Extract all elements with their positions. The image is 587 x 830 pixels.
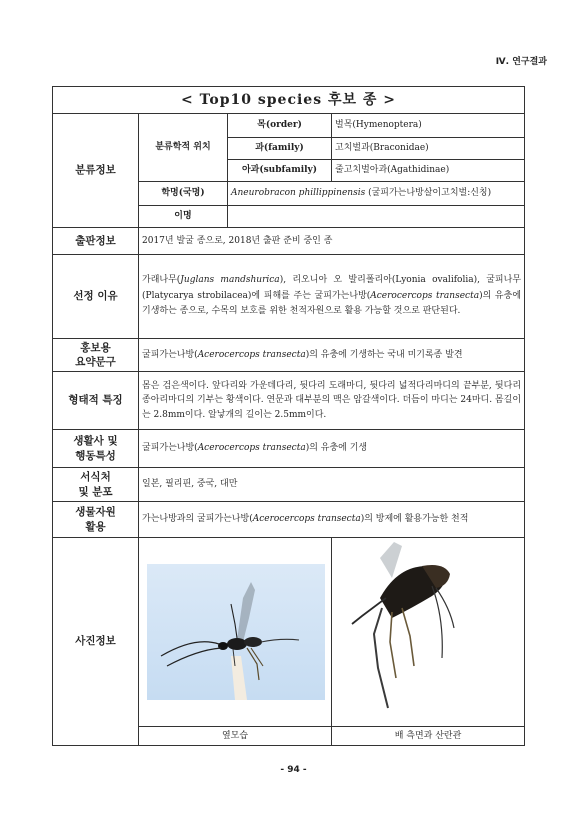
ecology-value (139, 430, 525, 468)
bioresource-text-1: 가는나방과의 굴피가는나방( (142, 514, 253, 525)
family-label: 과(family) (228, 138, 332, 160)
selection-text-3: )의 유충에 기생하는 종으로, 수목의 보호를 위한 천적자원으로 활용 가능할 것으로 판단된다. (142, 290, 522, 317)
bioresource-value (139, 502, 525, 538)
ecology-label (53, 430, 139, 468)
ecology-text-2: )의 유충에 기생 (305, 443, 368, 454)
promo-italic: Acerocercops transecta (197, 349, 306, 360)
promo-label (53, 339, 139, 372)
bioresource-label-line1: 생물자원 (75, 506, 116, 519)
promo-text-2: )의 유충에 기생하는 국내 미기록종 발견 (305, 349, 463, 360)
wasp-ovipositor-photo (332, 538, 518, 726)
selection-italic-1: Juglans mandshurica (180, 274, 280, 285)
selection-reason-value (139, 255, 525, 339)
wasp-lateral-photo (139, 538, 325, 726)
distribution-label (53, 468, 139, 502)
ecology-italic: Acerocercops transecta (197, 443, 306, 454)
scientific-name-italic: Aneurobracon phillippinensis (231, 188, 366, 199)
species-info-table (52, 86, 525, 746)
promo-label-line1: 홍보용 (80, 341, 111, 354)
photo-lateral-cell (139, 538, 332, 727)
ecology-label-line1: 생활사 및 (73, 435, 118, 448)
photo-caption-ovipositor: 배 측면과 산란관 (332, 727, 525, 746)
table-title: < Top10 species 후보 종 > (53, 87, 525, 114)
bioresource-label (53, 502, 139, 538)
synonym-value (228, 206, 525, 228)
taxonomic-position-label: 분류학적 위치 (139, 114, 228, 182)
bioresource-text-2: )의 방제에 활용가능한 천적 (360, 514, 469, 525)
bioresource-label-line2: 활용 (85, 520, 106, 533)
photo-ovipositor-cell (332, 538, 525, 727)
page-number: - 94 - (280, 765, 307, 775)
ecology-label-line2: 행동특성 (75, 449, 116, 462)
morphology-value: 몸은 검은색이다. 앞다리와 가운데다리, 뒷다리 도래마디, 뒷다리 넓적다리마디의 끝부분, 뒷다리 종아리마디의 기부는 황색이다. 연문과 대부분의 맥은 암갈색이다. 더듬이 마디는 24마디. 몸길이는 2.8mm이다. 알낳개의 길이는 2.5mm이다. (139, 372, 525, 430)
publication-value: 2017년 발굴 종으로, 2018년 출판 준비 중인 종 (139, 228, 525, 255)
distribution-value: 일본, 필리핀, 중국, 대만 (139, 468, 525, 502)
classification-label: 분류정보 (53, 114, 139, 228)
scientific-name-label: 학명(국명) (139, 182, 228, 206)
morphology-label: 형태적 특징 (53, 372, 139, 430)
photo-label: 사진정보 (53, 538, 139, 746)
order-label: 목(order) (228, 114, 332, 138)
selection-reason-label: 선정 이유 (53, 255, 139, 339)
distribution-label-line1: 서식처 (80, 471, 111, 484)
subfamily-value: 줄고치벌아과(Agathidinae) (332, 160, 525, 182)
selection-italic-2: Acerocercops transecta (370, 290, 480, 301)
selection-text-1: 가래나무( (142, 274, 181, 285)
subfamily-label: 아과(subfamily) (228, 160, 332, 182)
publication-label: 출판정보 (53, 228, 139, 255)
bioresource-italic: Acerocercops transecta (252, 514, 361, 525)
promo-value (139, 339, 525, 372)
scientific-name-value (228, 182, 525, 206)
photo-caption-lateral: 옆모습 (139, 727, 332, 746)
selection-text-2: ), 리오니아 오 발리폴리아(Lyonia ovalifolia), 굴피나무(Platycarya strobilacea)에 피해를 주는 굴피가는나방( (142, 274, 522, 301)
synonym-label: 이명 (139, 206, 228, 228)
promo-text-1: 굴피가는나방( (142, 349, 198, 360)
promo-label-line2: 요약문구 (75, 356, 116, 368)
order-value: 벌목(Hymenoptera) (332, 114, 525, 138)
korean-name: (굴피가는나방살이고치벌:신칭) (365, 188, 492, 199)
ecology-text-1: 굴피가는나방( (142, 443, 198, 454)
family-value: 고치벌과(Braconidae) (332, 138, 525, 160)
distribution-label-line2: 및 분포 (78, 485, 113, 498)
chapter-header: Ⅳ. 연구결과 (495, 57, 547, 67)
